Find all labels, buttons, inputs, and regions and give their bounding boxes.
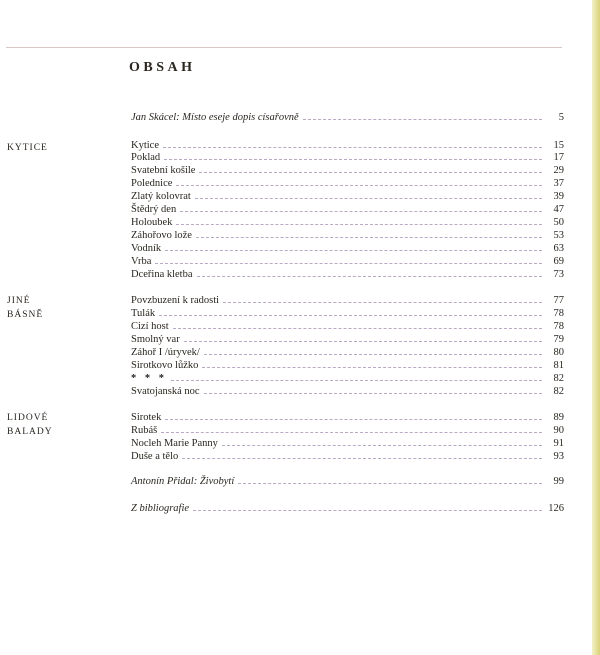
page-number: 37 (553, 178, 564, 189)
toc-entry[interactable] (131, 191, 564, 203)
dot-leader (180, 211, 542, 212)
dot-leader (176, 185, 542, 186)
entry-title: Zlatý kolovrat (131, 191, 191, 202)
page-number: 79 (553, 334, 564, 345)
dot-leader (163, 147, 542, 148)
page-number: 77 (553, 295, 564, 306)
dot-leader (176, 224, 542, 225)
dot-leader (222, 445, 542, 446)
entry-title: Sirotkovo lůžko (131, 360, 199, 371)
page-number: 80 (553, 347, 564, 358)
toc-entry[interactable] (131, 178, 564, 190)
section-label-line: KYTICE (7, 143, 48, 153)
entry-title: Duše a tělo (131, 451, 179, 462)
toc-entry[interactable] (131, 360, 564, 372)
entry-title: Tulák (131, 308, 156, 319)
toc-entry[interactable] (131, 204, 564, 216)
entry-title: Z bibliografie (131, 503, 190, 514)
toc-entry[interactable] (131, 140, 564, 152)
toc-entry[interactable] (131, 451, 564, 463)
page-number: 82 (553, 386, 564, 397)
top-rule (6, 47, 562, 48)
dot-leader (165, 419, 542, 420)
toc-entry-stars[interactable] (131, 373, 564, 385)
page-title: OBSAH (129, 60, 196, 75)
entry-title: Záhořovo lože (131, 230, 192, 241)
page-number: 99 (553, 476, 564, 487)
section-label-lidove-balady (7, 411, 53, 439)
entry-title: Cizí host (131, 321, 169, 332)
page-number: 81 (553, 360, 564, 371)
toc-entry[interactable] (131, 217, 564, 229)
dot-leader (182, 458, 542, 459)
toc-entry[interactable] (131, 425, 564, 437)
toc-entry[interactable] (131, 152, 564, 164)
entry-title: * * * (131, 373, 167, 384)
section-label-jine-basne (7, 294, 43, 322)
dot-leader (202, 367, 542, 368)
dot-leader (164, 159, 542, 160)
page-number: 69 (553, 256, 564, 267)
entry-title: Dceřina kletba (131, 269, 193, 280)
toc-entry[interactable] (131, 269, 564, 281)
dot-leader (173, 328, 542, 329)
entry-title: Svatební košile (131, 165, 196, 176)
toc-entry[interactable] (131, 243, 564, 255)
page-number: 15 (553, 140, 564, 151)
entry-title: Holoubek (131, 217, 173, 228)
dot-leader (159, 315, 542, 316)
entry-title: Smolný var (131, 334, 180, 345)
entry-title: Sirotek (131, 412, 162, 423)
section-label-kytice (7, 141, 48, 155)
page-number: 53 (553, 230, 564, 241)
section-label-line: BÁSNĚ (7, 310, 44, 320)
entry-title: Jan Skácel: Místo eseje dopis císařovně (131, 112, 299, 123)
toc-entry[interactable] (131, 321, 564, 333)
toc-entry[interactable] (131, 438, 564, 450)
dot-leader (155, 263, 542, 264)
page-number: 91 (553, 438, 564, 449)
toc-entry-intro[interactable] (131, 112, 564, 124)
toc-entry[interactable] (131, 412, 564, 424)
entry-title: Vrba (131, 256, 152, 267)
entry-title: Štědrý den (131, 204, 177, 215)
page-number: 126 (548, 503, 564, 514)
toc-entry[interactable] (131, 230, 564, 242)
page-edge (592, 0, 600, 655)
page-number: 39 (553, 191, 564, 202)
dot-leader (204, 393, 542, 394)
page-number: 5 (558, 112, 564, 123)
dot-leader (184, 341, 542, 342)
dot-leader (171, 380, 542, 381)
dot-leader (204, 354, 542, 355)
entry-title: Vodník (131, 243, 162, 254)
dot-leader (199, 172, 542, 173)
entry-title: Poklad (131, 152, 161, 163)
dot-leader (195, 198, 542, 199)
page-number: 47 (553, 204, 564, 215)
entry-title: Rubáš (131, 425, 158, 436)
entry-title: Kytice (131, 140, 159, 151)
dot-leader (238, 483, 542, 484)
dot-leader (223, 302, 542, 303)
toc-entry[interactable] (131, 308, 564, 320)
toc-entry-afterword[interactable] (131, 476, 564, 488)
page-number: 63 (553, 243, 564, 254)
entry-title: Svatojanská noc (131, 386, 200, 397)
dot-leader (161, 432, 542, 433)
page-number: 50 (553, 217, 564, 228)
dot-leader (196, 237, 542, 238)
toc-entry-bibliography[interactable] (131, 503, 564, 515)
dot-leader (193, 510, 542, 511)
toc-entry[interactable] (131, 256, 564, 268)
toc-entry[interactable] (131, 165, 564, 177)
section-label-line: BALADY (7, 427, 53, 437)
toc-entry[interactable] (131, 386, 564, 398)
page-number: 93 (553, 451, 564, 462)
page-number: 29 (553, 165, 564, 176)
entry-title: Antonín Přidal: Živobytí (131, 476, 235, 487)
entry-title: Záhoř I /úryvek/ (131, 347, 200, 358)
page-number: 78 (553, 321, 564, 332)
toc-entry[interactable] (131, 347, 564, 359)
dot-leader (303, 119, 542, 120)
entry-title: Polednice (131, 178, 173, 189)
page-number: 73 (553, 269, 564, 280)
entry-title: Nocleh Marie Panny (131, 438, 218, 449)
entry-title: Povzbuzení k radosti (131, 295, 220, 306)
section-label-line: LIDOVÉ (7, 413, 49, 423)
page-number: 90 (553, 425, 564, 436)
dot-leader (165, 250, 542, 251)
section-label-line: JINÉ (7, 296, 31, 306)
page-number: 17 (553, 152, 564, 163)
toc-entry[interactable] (131, 334, 564, 346)
page-number: 78 (553, 308, 564, 319)
page-number: 82 (553, 373, 564, 384)
toc-entry[interactable] (131, 295, 564, 307)
page-number: 89 (553, 412, 564, 423)
dot-leader (197, 276, 542, 277)
